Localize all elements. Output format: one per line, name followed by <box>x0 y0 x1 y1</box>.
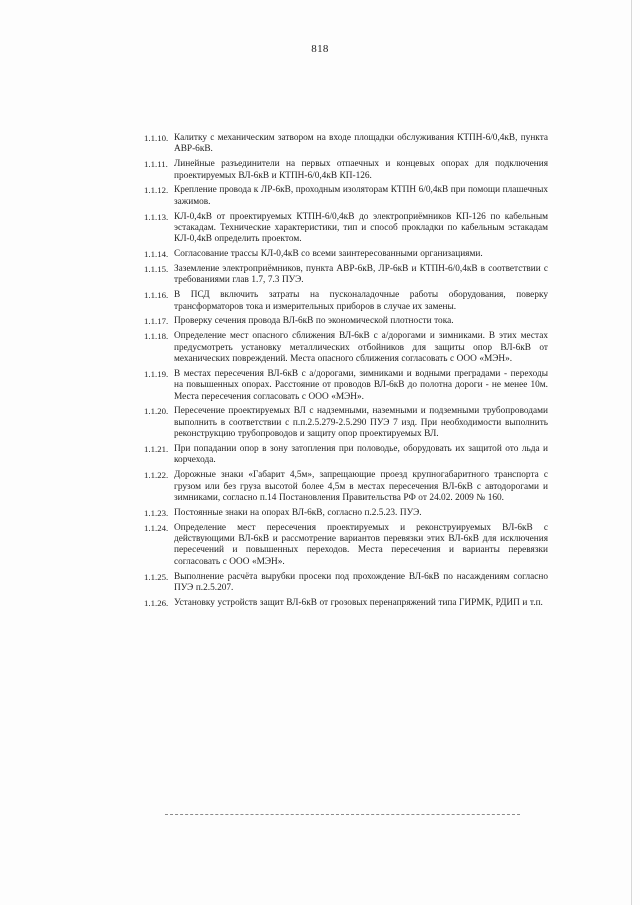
item-number: 1.1.14. <box>144 249 169 260</box>
list-item <box>144 290 548 313</box>
list-item <box>144 316 548 327</box>
item-number: 1.1.20. <box>144 406 169 417</box>
item-number: 1.1.12. <box>144 185 169 196</box>
item-number: 1.1.19. <box>144 368 169 379</box>
item-text: В ПСД включить затраты на пусконаладочные работы оборудования, поверку трансформаторов тока и измерительных приборов в случае их замены. <box>174 290 548 312</box>
list-item <box>144 159 548 182</box>
list-item <box>144 523 548 569</box>
page-number: 818 <box>311 43 329 55</box>
item-number: 1.1.26. <box>144 597 169 608</box>
item-text: КЛ-0,4кВ от проектируемых КТПН-6/0,4кВ до электроприёмников КП-126 по кабельным эстакадам. Технические характеристики, тип и способ прокладки по кабельным эстакадам КЛ-0,4кВ определить проектом. <box>174 211 548 245</box>
item-text: Определение мест опасного сближения ВЛ-6кВ с а/дорогами и зимниками. В этих местах предусмотреть установку металлических отбойников для защиты опор ВЛ-6кВ от механических повреждений. Места опасного сближения согласовать с ООО «МЭН». <box>174 331 548 365</box>
item-number: 1.1.13. <box>144 211 169 222</box>
list-item <box>144 470 548 504</box>
list-item <box>144 406 548 440</box>
requirements-list <box>144 133 548 613</box>
list-item <box>144 369 548 403</box>
item-text: Калитку с механическим затвором на входе площадки обслуживания КТПН-6/0,4кВ, пункта АВР-6кВ. <box>174 133 548 155</box>
item-number: 1.1.23. <box>144 507 169 518</box>
list-item <box>144 133 548 156</box>
item-text: Заземление электроприёмников, пункта АВР-6кВ, ЛР-6кВ и КТПН-6/0,4кВ в соответствии с требованиями глав 1.7, 7.3 ПУЭ. <box>174 264 548 286</box>
footer-divider <box>165 814 520 815</box>
list-item <box>144 185 548 208</box>
item-text: Выполнение расчёта вырубки просеки под прохождение ВЛ-6кВ по насаждениям согласно ПУЭ п.2.5.207. <box>174 571 548 594</box>
item-text: Пересечение проектируемых ВЛ с надземными, наземными и подземными трубопроводами выполнить в соответствии с п.п.2.5.279-2.5.290 ПУЭ 7 изд. При необходимости выполнить реконструкцию трубопроводов и защиту опор проектируемых ВЛ. <box>174 406 548 440</box>
list-item <box>144 331 548 365</box>
item-text: Постоянные знаки на опорах ВЛ-6кВ, согласно п.2.5.23. ПУЭ. <box>174 507 422 518</box>
item-text: Проверку сечения провода ВЛ-6кВ по экономической плотности тока. <box>174 316 454 327</box>
item-number: 1.1.10. <box>144 133 169 143</box>
item-text: При попадании опор в зону затопления при половодье, оборудовать их защитой ото льда и корчехода. <box>174 444 548 466</box>
item-text: Крепление провода к ЛР-6кВ, проходным изоляторам КТПН 6/0,4кВ при помощи плашечных зажимов. <box>174 185 548 207</box>
item-text: Дорожные знаки «Габарит 4,5м», запрещающие проезд крупногабаритного транспорта с грузом или без груза высотой более 4,5м в местах пересечения ВЛ-6кВ с автодорогами и зимниками, согласно п.14 Постановления Правительства РФ от 24.02. 2009 № 160. <box>174 470 548 504</box>
item-text: Определение мест пересечения проектируемых и реконструируемых ВЛ-6кВ с действующими ВЛ-6кВ и рассмотрение вариантов перевязки этих ВЛ-6кВ для исключения пересечений и повышенных переходов. Места пересечения и варианты перевязки согласовать с ООО «МЭН». <box>174 522 548 567</box>
scan-edge-line <box>631 0 632 905</box>
item-number: 1.1.24. <box>144 522 169 533</box>
item-text: В местах пересечения ВЛ-6кВ с а/дорогами, зимниками и водными преградами - переходы на повышенных опорах. Расстояние от проводов ВЛ-6кВ до полотна дороги - не менее 10м. Места пересечения согласовать с ООО «МЭН». <box>174 368 548 402</box>
item-number: 1.1.16. <box>144 290 169 301</box>
item-number: 1.1.17. <box>144 316 169 327</box>
list-item <box>144 212 548 246</box>
item-number: 1.1.18. <box>144 331 169 342</box>
item-text: Согласование трассы КЛ-0,4кВ со всеми заинтересованными организациями. <box>174 249 483 260</box>
item-text: Линейные разъединители на первых отпаечных и концевых опорах для подключения проектируемых ВЛ-6кВ и КТПН-6/0,4кВ КП-126. <box>174 159 548 181</box>
list-item <box>144 249 548 260</box>
item-number: 1.1.22. <box>144 470 169 481</box>
item-number: 1.1.25. <box>144 571 169 582</box>
list-item <box>144 444 548 467</box>
item-number: 1.1.15. <box>144 264 169 275</box>
item-number: 1.1.11. <box>144 159 168 170</box>
item-text: Установку устройств защит ВЛ-6кВ от грозовых перенапряжений типа ГИРМК, РДИП и т.п. <box>174 597 543 608</box>
list-item <box>144 264 548 287</box>
item-number: 1.1.21. <box>144 444 169 455</box>
list-item <box>144 572 548 595</box>
list-item <box>144 598 548 609</box>
list-item <box>144 508 548 519</box>
